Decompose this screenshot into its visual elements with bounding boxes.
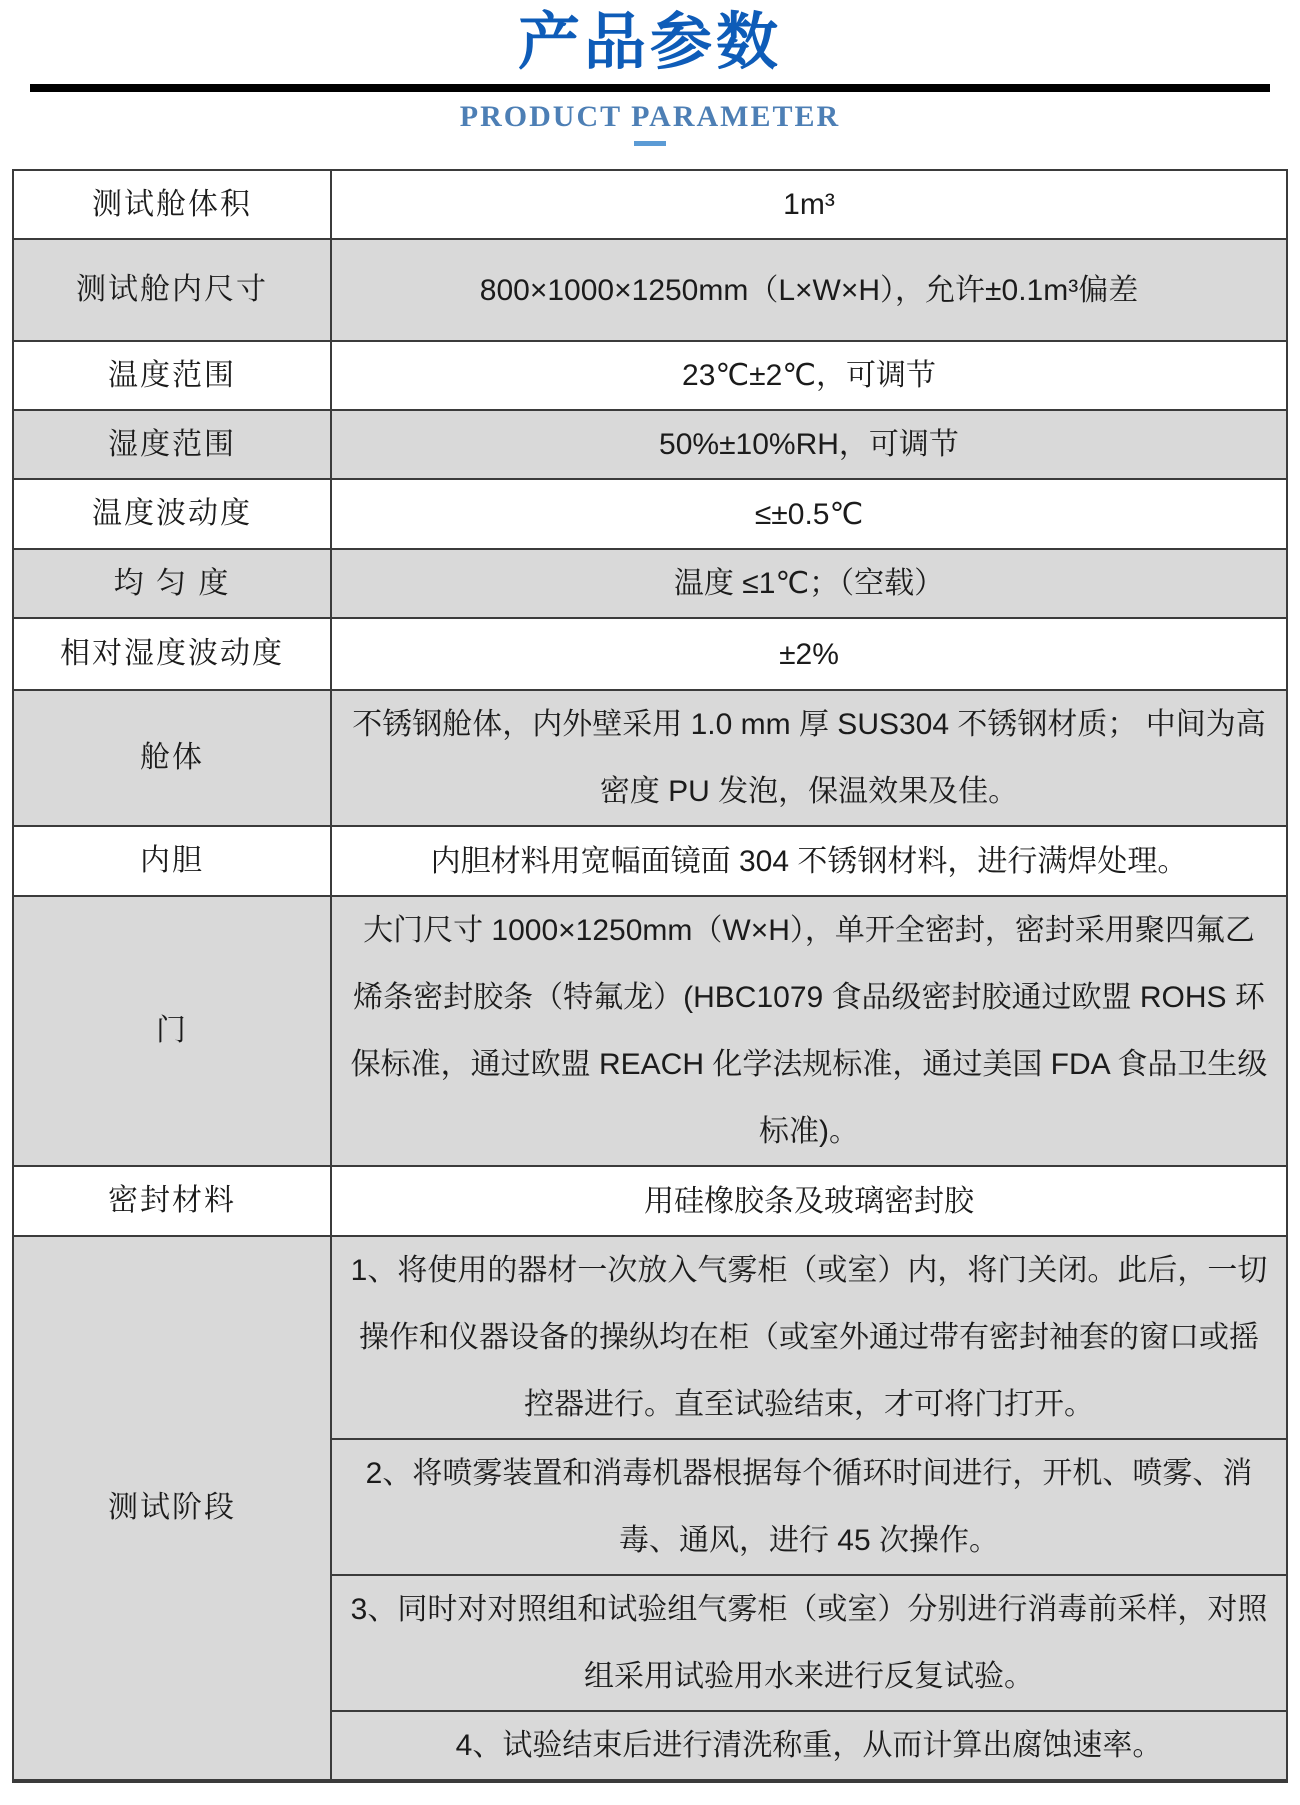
- param-label: 测试舱体积: [13, 170, 331, 239]
- table-row: [13, 341, 1287, 410]
- param-value: ±2%: [331, 618, 1287, 690]
- table-row: [13, 239, 1287, 341]
- table-row: [13, 549, 1287, 618]
- param-label: 门: [13, 896, 331, 1166]
- table-row: [13, 690, 1287, 826]
- param-label: 密封材料: [13, 1166, 331, 1236]
- params-table: [12, 169, 1288, 1783]
- param-label: 湿度范围: [13, 410, 331, 479]
- param-value: 内胆材料用宽幅面镜面 304 不锈钢材料，进行满焊处理。: [331, 826, 1287, 896]
- param-value: 用硅橡胶条及玻璃密封胶: [331, 1166, 1287, 1236]
- table-row: [13, 410, 1287, 479]
- param-label: 舱体: [13, 690, 331, 826]
- param-label: 内胆: [13, 826, 331, 896]
- table-row: [13, 896, 1287, 1166]
- param-value: 1m³: [331, 170, 1287, 239]
- param-label: 温度波动度: [13, 479, 331, 549]
- param-label: 均 匀 度: [13, 549, 331, 618]
- table-row: [13, 618, 1287, 690]
- param-step-4: 4、试验结束后进行清洗称重，从而计算出腐蚀速率。: [331, 1711, 1287, 1781]
- subtitle-underline: [634, 141, 666, 146]
- page-title: 产品参数: [517, 8, 782, 77]
- page-subtitle: PRODUCT PARAMETER: [459, 100, 841, 133]
- param-label: 测试舱内尺寸: [13, 239, 331, 341]
- param-value: 50%±10%RH，可调节: [331, 410, 1287, 479]
- param-value: 大门尺寸 1000×1250mm（W×H），单开全密封，密封采用聚四氟乙烯条密封胶条（特氟龙）(HBC1079 食品级密封胶通过欧盟 ROHS 环保标准，通过欧盟 REACH 化学法规标准，通过美国 FDA 食品卫生级标准)。: [331, 896, 1287, 1166]
- table-row: [13, 170, 1287, 239]
- param-value: ≤±0.5℃: [331, 479, 1287, 549]
- table-row: [13, 1236, 1287, 1439]
- table-row: [13, 479, 1287, 549]
- param-value: 温度 ≤1℃；（空载）: [331, 549, 1287, 618]
- param-step-2: 2、将喷雾装置和消毒机器根据每个循环时间进行，开机、喷雾、消毒、通风，进行 45 次操作。: [331, 1439, 1287, 1575]
- param-step-3: 3、同时对对照组和试验组气雾柜（或室）分别进行消毒前采样，对照组采用试验用水来进行反复试验。: [331, 1575, 1287, 1711]
- param-value: 23℃±2℃，可调节: [331, 341, 1287, 410]
- param-label: 温度范围: [13, 341, 331, 410]
- table-row: [13, 1166, 1287, 1236]
- table-row: [13, 826, 1287, 896]
- param-label: 相对湿度波动度: [13, 618, 331, 690]
- param-value: 不锈钢舱体，内外壁采用 1.0 mm 厚 SUS304 不锈钢材质； 中间为高密度 PU 发泡，保温效果及佳。: [331, 690, 1287, 826]
- param-label: 测试阶段: [13, 1236, 331, 1781]
- param-value: 800×1000×1250mm（L×W×H），允许±0.1m³偏差: [331, 239, 1287, 341]
- param-step-1: 1、将使用的器材一次放入气雾柜（或室）内，将门关闭。此后，一切操作和仪器设备的操纵均在柜（或室外通过带有密封袖套的窗口或摇控器进行。直至试验结束，才可将门打开。: [331, 1236, 1287, 1439]
- header-divider: [30, 84, 1270, 92]
